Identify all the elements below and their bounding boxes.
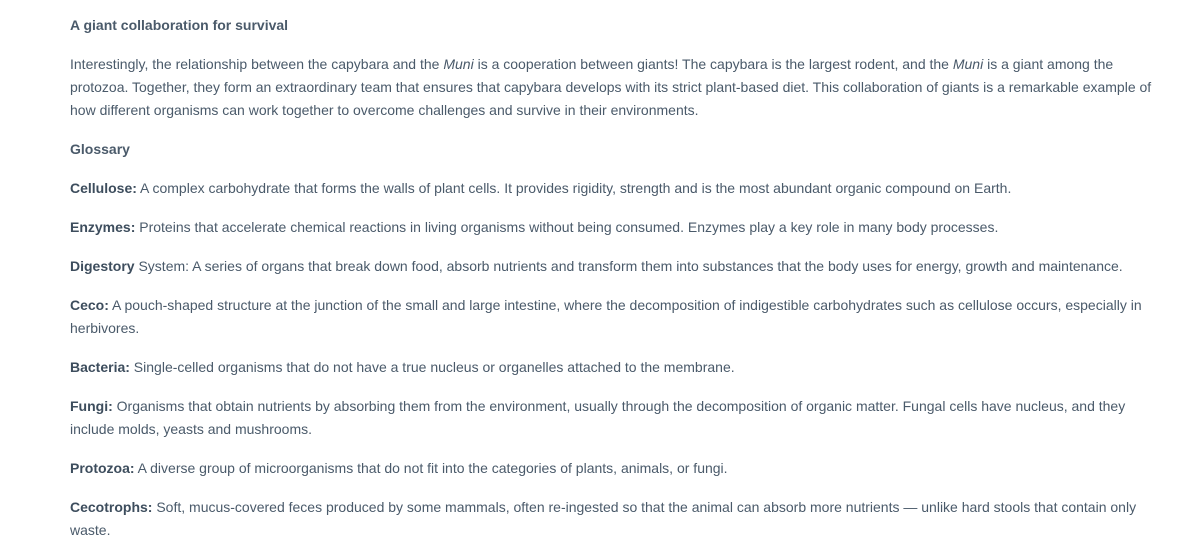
glossary-definition: A pouch-shaped structure at the junction of the small and large intestine, where the decomposition of indigestible carbohydrates such as cellulose occurs, especially in herbivores. (70, 297, 1142, 336)
glossary-term: Bacteria: (70, 359, 130, 375)
glossary-term: Digestory (70, 258, 135, 274)
glossary-heading: Glossary (70, 141, 130, 157)
glossary-item-digestory (70, 255, 1160, 278)
intro-text-2: is a cooperation between giants! The capybara is the largest rodent, and the (473, 56, 953, 72)
intro-paragraph (70, 53, 1160, 122)
intro-text-3: is a giant among the protozoa. Together, they form an extraordinary team that ensures that capybara develops with its strict plant-based diet. This collaboration of giants is a remarkable example of how different organisms can work together to overcome challenges and survive in their environments. (70, 56, 1152, 118)
glossary-item-protozoa (70, 457, 1160, 480)
glossary-term: Cellulose: (70, 180, 137, 196)
glossary-definition: Proteins that accelerate chemical reactions in living organisms without being consumed. Enzymes play a key role in many body processes. (135, 219, 999, 235)
glossary-definition: A diverse group of microorganisms that do not fit into the categories of plants, animals, or fungi. (134, 460, 728, 476)
glossary-term: Enzymes: (70, 219, 136, 235)
glossary-definition: System: A series of organs that break down food, absorb nutrients and transform them into substances that the body uses for energy, growth and maintenance. (134, 258, 1123, 274)
glossary-definition: A complex carbohydrate that forms the walls of plant cells. It provides rigidity, strength and is the most abundant organic compound on Earth. (136, 180, 1012, 196)
glossary-definition: Soft, mucus-covered feces produced by some mammals, often re-ingested so that the animal can absorb more nutrients — unlike hard stools that contain only waste. (70, 499, 1137, 538)
glossary-term: Fungi: (70, 398, 113, 414)
article-content (70, 14, 1160, 542)
glossary-term: Protozoa: (70, 460, 135, 476)
glossary-definition: Single-celled organisms that do not have a true nucleus or organelles attached to the membrane. (129, 359, 735, 375)
glossary-term: Ceco: (70, 297, 109, 313)
glossary-item-bacteria (70, 356, 1160, 379)
glossary-item-cecotrophs (70, 496, 1160, 542)
intro-text-1: Interestingly, the relationship between the capybara and the (70, 56, 444, 72)
section-heading: A giant collaboration for survival (70, 17, 289, 33)
muni-term: Muni (443, 56, 474, 72)
muni-term: Muni (952, 56, 984, 72)
glossary-item-fungi (70, 395, 1160, 441)
glossary-item-ceco (70, 294, 1160, 340)
glossary-item-cellulose (70, 177, 1160, 200)
glossary-item-enzymes (70, 216, 1160, 239)
glossary-definition: Organisms that obtain nutrients by absorbing them from the environment, usually through the decomposition of organic matter. Fungal cells have nucleus, and they include molds, yeasts and mushrooms. (70, 398, 1126, 437)
glossary-term: Cecotrophs: (70, 499, 153, 515)
